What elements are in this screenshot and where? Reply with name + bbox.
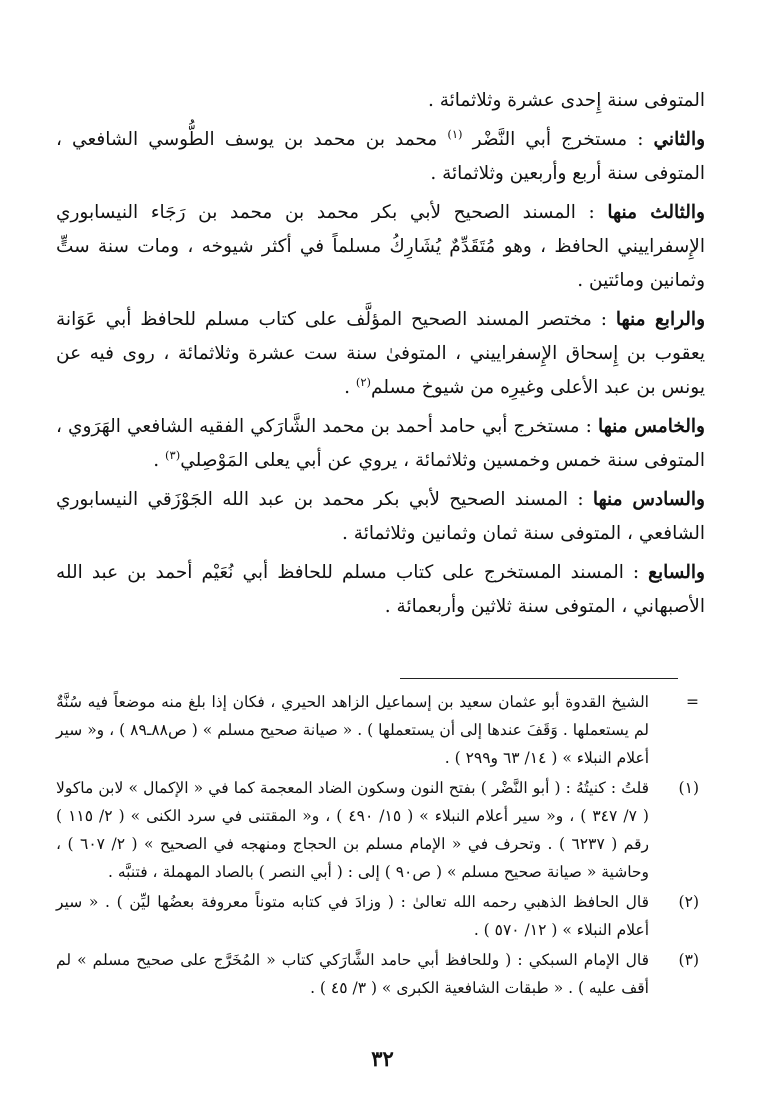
paragraph — [56, 84, 705, 118]
paragraph-text: : مستخرج أبي النَّضْر — [462, 129, 654, 150]
paragraph-text: : المسند المستخرج على كتاب مسلم للحافظ أبي نُعَيْم أحمد بن عبد الله الأصبهاني ، المتوفى سنة ثلاثين وأربعمائة . — [56, 562, 705, 617]
footnote-marker: (٢) — [678, 893, 699, 911]
page-number: ٣٢ — [371, 1046, 394, 1071]
footnote — [56, 774, 705, 886]
main-text — [56, 84, 705, 629]
paragraph-text-continued: . — [344, 377, 356, 398]
paragraph — [56, 303, 705, 405]
paragraph-text: المتوفى سنة إِحدى عشرة وثلاثمائة . — [427, 90, 705, 111]
footnote-reference[interactable]: (١) — [447, 126, 463, 141]
paragraph-lead: والثالث منها — [607, 202, 705, 223]
paragraph — [56, 410, 705, 478]
footnote-text: الشيخ القدوة أبو عثمان سعيد بن إسماعيل الزاهد الحيري ، فكان إذا بلغ منه موضعاً فيه سُنَّةٌ لم يستعملها . وَقَفَ عندها إلى أن يستعملها ) . « صيانة صحيح مسلم » ( ص٨٨ـ٨٩ ) ، و« سير أعلام النبلاء » ( ١٤/ ٦٣ و٢٩٩ ) . — [56, 693, 649, 767]
paragraph-text-continued: . — [153, 450, 166, 471]
footnote — [56, 688, 705, 772]
paragraph — [56, 483, 705, 551]
footnote — [56, 888, 705, 944]
paragraph-lead: والرابع منها — [615, 309, 706, 330]
footnote-separator — [400, 678, 678, 679]
paragraph-lead: والخامس منها — [597, 416, 705, 437]
footnote-marker: (١) — [678, 779, 699, 797]
paragraph-text: : المسند الصحيح لأبي بكر محمد بن عبد الله الجَوْزَقي النيسابوري الشافعي ، المتوفى سنة ثمان وثمانين وثلاثمائة . — [56, 489, 705, 544]
paragraph-text-continued: محمد بن محمد بن يوسف الطُّوسي الشافعي ، المتوفى سنة أربع وأربعين وثلاثمائة . — [56, 129, 705, 184]
footnote-marker: (٣) — [678, 951, 699, 969]
paragraph-text: : مختصر المسند الصحيح المؤلَّف على كتاب مسلم للحافظ أبي عَوَانة يعقوب بن إِسحاق الإِسفراييني ، المتوفىٰ سنة ست عشرة وثلاثمائة ، روى فيه عن يونس بن عبد الأعلى وغيرِه من شيوخ مسلم — [56, 309, 705, 398]
paragraph — [56, 196, 705, 298]
paragraph-lead: والثاني — [653, 129, 706, 150]
footnote-text: قلتُ : كنيتُهُ : ( أبو النَّضْر ) بفتح النون وسكون الضاد المعجمة كما في « الإكمال » لابن ماكولا ( ٧/ ٣٤٧ ) ، و« سير أعلام النبلاء » ( ١٥/ ٤٩٠ ) ، و« المقتنى في سرد الكنى » ( ٢/ ١١٥ ) رقم ( ٦٢٣٧ ) . وتحرف في « الإمام مسلم بن الحجاج ومنهجه في الصحيح » ( ٢/ ٦٠٧ ) ، وحاشية « صيانة صحيح مسلم » ( ص٩٠ ) إلى : ( أبي النصر ) بالصاد المهملة ، فتنبَّه . — [56, 779, 649, 881]
footnote-text: قال الإمام السبكي : ( وللحافظ أبي حامد الشَّارَكي كتاب « المُخَرَّج على صحيح مسلم » لم أقف عليه ) . « طبقات الشافعية الكبرى » ( ٣/ ٤٥ ) . — [56, 951, 649, 997]
footnotes — [56, 688, 705, 1004]
footnote-reference[interactable]: (٢) — [355, 374, 372, 389]
paragraph-text: : مستخرج أبي حامد أحمد بن محمد الشَّارَكي الفقيه الشافعي الهَرَوي ، المتوفى سنة خمس وخمسين وثلاثمائة ، يروي عن أبي يعلى المَوْصِلي — [56, 416, 705, 471]
footnote-reference[interactable]: (٣) — [165, 447, 181, 462]
paragraph — [56, 556, 705, 624]
paragraph — [56, 123, 705, 191]
paragraph-lead: والسابع — [648, 562, 705, 583]
paragraph-lead: والسادس منها — [592, 489, 705, 510]
footnote-text: قال الحافظ الذهبي رحمه الله تعالىٰ : ( وزادَ في كتابه متوناً معروفة بعضُها ليِّن ) . « سير أعلام النبلاء » ( ١٢/ ٥٧٠ ) . — [56, 893, 649, 939]
footnote — [56, 946, 705, 1002]
paragraph-text: : المسند الصحيح لأبي بكر محمد بن محمد بن رَجَاء النيسابوري الإِسفراييني الحافظ ، وهو مُتَقَدِّمٌ يُشَارِكُ مسلماً في أكثر شيوخه ، ومات سنة ستٍّ وثمانين ومائتين . — [56, 202, 705, 291]
footnote-marker: = — [686, 693, 699, 711]
